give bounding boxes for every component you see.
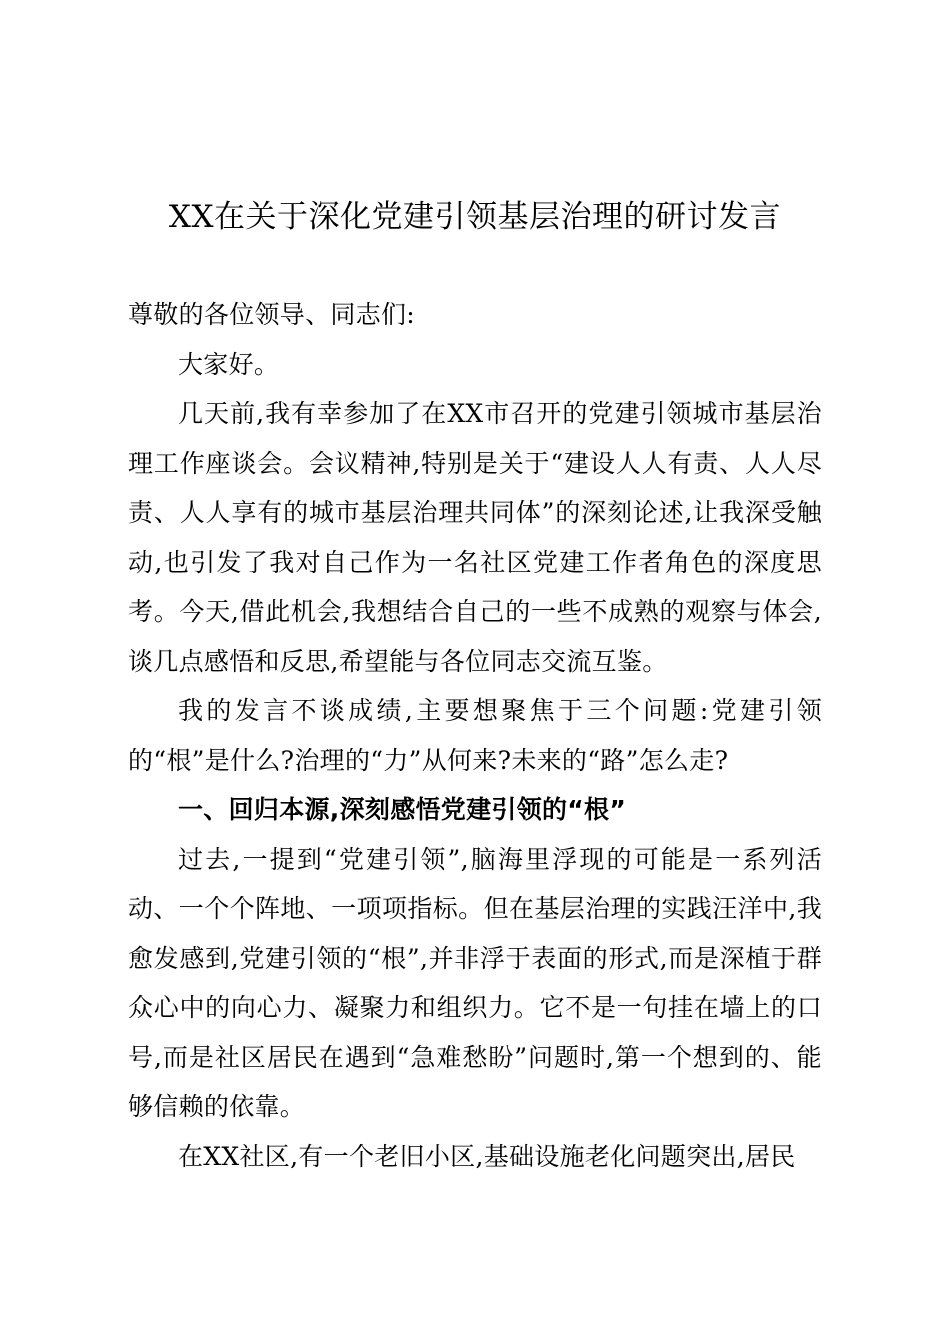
paragraph-community: 在XX社区,有一个老旧小区,基础设施老化问题突出,居民 xyxy=(178,1141,796,1171)
document-body xyxy=(128,290,822,1181)
section-heading-1: 一、回归本源,深刻感悟党建引领的“根” xyxy=(178,795,627,824)
paragraph-section-1: 过去,一提到“党建引领”,脑海里浮现的可能是一系列活动、一个个阵地、一项项指标。但在基层治理的实践汪洋中,我愈发感到,党建引领的“根”,并非浮于表面的形式,而是深植于群众心中的向心力、凝聚力和组织力。它不是一句挂在墙上的口号,而是社区居民在遇到“急难愁盼”问题时,第一个想到的、能够信赖的依靠。 xyxy=(128,844,822,1121)
document-title: XX在关于深化党建引领基层治理的研讨发言 xyxy=(168,199,782,235)
paragraph-questions: 我的发言不谈成绩,主要想聚焦于三个问题:党建引领的“根”是什么?治理的“力”从何来?未来的“路”怎么走? xyxy=(128,696,822,775)
paragraph-greeting: 大家好。 xyxy=(178,349,280,379)
salutation: 尊敬的各位领导、同志们: xyxy=(128,300,416,329)
paragraph-intro: 几天前,我有幸参加了在XX市召开的党建引领城市基层治理工作座谈会。会议精神,特别是关于“建设人人有责、人人尽责、人人享有的城市基层治理共同体”的深刻论述,让我深受触动,也引发了我对自己作为一名社区党建工作者角色的深度思考。今天,借此机会,我想结合自己的一些不成熟的观察与体会,谈几点感悟和反思,希望能与各位同志交流互鉴。 xyxy=(128,399,822,676)
